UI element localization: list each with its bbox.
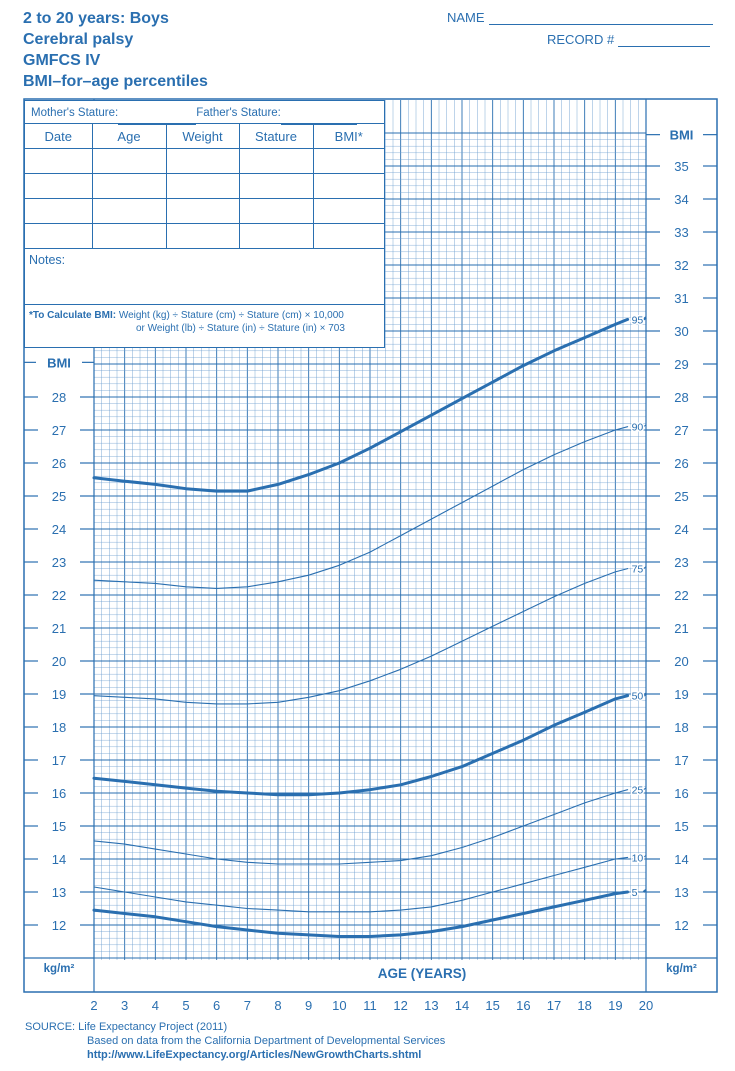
y-tick-label-right: 26: [674, 456, 689, 471]
fathers-stature-label: Father's Stature:: [196, 107, 281, 119]
table-cell[interactable]: [313, 149, 384, 174]
record-field[interactable]: [547, 32, 710, 47]
x-axis-title: AGE (YEARS): [377, 966, 467, 981]
y-tick-label-right: 15: [674, 819, 689, 834]
table-cell[interactable]: [92, 174, 166, 199]
x-tick-label: 10: [332, 998, 347, 1013]
table-cell[interactable]: [92, 199, 166, 224]
table-cell[interactable]: [313, 199, 384, 224]
y-tick-label-right: 17: [674, 753, 689, 768]
y-tick-label-left: 24: [51, 522, 67, 537]
y-tick-label-right: 18: [674, 720, 689, 735]
col-stature: Stature: [239, 124, 313, 149]
source-url[interactable]: http://www.LifeExpectancy.org/Articles/NewGrowthCharts.shtml: [87, 1049, 422, 1061]
col-age: Age: [92, 124, 166, 149]
table-cell[interactable]: [166, 199, 239, 224]
x-tick-label: 7: [243, 998, 251, 1013]
unit-label-left: kg/m²: [43, 963, 75, 975]
x-tick-label: 5: [182, 998, 190, 1013]
x-tick-label: 9: [305, 998, 313, 1013]
percentile-curve-75: [94, 569, 628, 704]
table-cell[interactable]: [166, 174, 239, 199]
table-cell[interactable]: [25, 149, 92, 174]
y-tick-label-left: 22: [51, 588, 67, 603]
notes-area[interactable]: [25, 249, 384, 305]
y-tick-label-left: 23: [51, 555, 67, 570]
x-tick-label: 17: [546, 998, 562, 1013]
bmi-formula: [25, 305, 384, 339]
col-date: Date: [25, 124, 92, 149]
x-tick-label: 8: [274, 998, 282, 1013]
table-cell[interactable]: [313, 174, 384, 199]
y-tick-label-right: 32: [674, 258, 689, 273]
percentile-label-25: 25: [631, 784, 644, 797]
table-cell[interactable]: [92, 149, 166, 174]
percentile-label-75: 75: [631, 563, 644, 576]
title-line-4: BMI–for–age percentiles: [23, 73, 208, 90]
y-tick-label-right: 31: [674, 291, 689, 306]
y-tick-label-right: 33: [674, 225, 689, 240]
y-tick-label-left: 20: [51, 654, 67, 669]
table-row[interactable]: [25, 224, 384, 249]
y-tick-label-right: 13: [674, 885, 689, 900]
table-cell[interactable]: [313, 224, 384, 249]
percentile-label-90: 90: [631, 421, 644, 434]
table-cell[interactable]: [239, 199, 313, 224]
table-cell[interactable]: [25, 174, 92, 199]
percentile-curve-25: [94, 790, 628, 864]
percentile-leader-95: [644, 317, 646, 319]
x-tick-label: 18: [577, 998, 592, 1013]
title-line-2: Cerebral palsy: [23, 31, 134, 48]
y-tick-label-left: 28: [51, 390, 67, 405]
y-tick-label-right: 24: [674, 522, 689, 537]
table-row[interactable]: [25, 174, 384, 199]
formula-heading: *To Calculate BMI:: [29, 310, 117, 321]
percentile-label-50: 50: [631, 690, 644, 703]
table-row[interactable]: [25, 199, 384, 224]
percentile-leader-5: [644, 890, 646, 892]
x-tick-label: 15: [485, 998, 500, 1013]
x-tick-label: 19: [608, 998, 623, 1013]
table-cell[interactable]: [239, 224, 313, 249]
y-tick-label-left: 16: [51, 786, 67, 801]
record-label: RECORD #: [547, 32, 615, 47]
y-tick-label-left: 21: [51, 621, 67, 636]
y-tick-label-right: 27: [674, 423, 689, 438]
y-tick-label-left: 27: [51, 423, 67, 438]
formula-imperial: or Weight (lb) ÷ Stature (in) ÷ Stature (in) × 703: [136, 323, 345, 334]
table-row[interactable]: [25, 149, 384, 174]
mothers-stature-label: Mother's Stature:: [31, 107, 119, 119]
table-header-row: [25, 124, 384, 149]
chart-title: [23, 8, 208, 92]
name-label: NAME: [447, 10, 485, 25]
record-panel: [24, 100, 385, 348]
source-line-2: Based on data from the California Department of Developmental Services: [87, 1035, 446, 1047]
percentile-curve-90: [94, 427, 628, 589]
notes-label: Notes:: [29, 253, 66, 267]
table-cell[interactable]: [239, 174, 313, 199]
percentile-label-5: 5: [631, 887, 638, 899]
y-tick-label-left: 26: [51, 456, 67, 471]
x-tick-label: 12: [393, 998, 408, 1013]
percentile-leader-50: [644, 694, 646, 696]
record-blank[interactable]: [618, 32, 710, 47]
y-tick-label-right: 23: [674, 555, 689, 570]
percentile-label-10: 10: [631, 852, 644, 865]
y-tick-label-right: 21: [674, 621, 689, 636]
x-tick-label: 3: [121, 998, 129, 1013]
y-axis-title-left: BMI: [47, 355, 71, 371]
x-tick-label: 20: [638, 998, 654, 1013]
y-tick-label-right: 35: [674, 159, 689, 174]
y-tick-label-left: 17: [51, 753, 67, 768]
y-tick-label-left: 12: [51, 918, 67, 933]
fathers-stature-blank[interactable]: [281, 110, 357, 125]
table-cell[interactable]: [92, 224, 166, 249]
y-tick-label-left: 14: [51, 852, 67, 867]
x-tick-label: 6: [213, 998, 221, 1013]
stature-row: [25, 101, 384, 124]
title-line-3: GMFCS IV: [23, 52, 101, 69]
table-cell[interactable]: [166, 224, 239, 249]
title-line-1: 2 to 20 years: Boys: [23, 10, 169, 27]
x-tick-label: 4: [151, 998, 159, 1013]
y-tick-label-right: 20: [674, 654, 689, 669]
table-cell[interactable]: [25, 224, 92, 249]
y-tick-label-left: 13: [51, 885, 67, 900]
y-tick-label-right: 30: [674, 324, 689, 339]
unit-label-right: kg/m²: [666, 963, 697, 975]
table-cell[interactable]: [166, 149, 239, 174]
percentile-label-95: 95: [631, 314, 644, 327]
y-tick-label-right: 12: [674, 918, 689, 933]
y-tick-label-left: 18: [51, 720, 67, 735]
source-line-1: SOURCE: Life Expectancy Project (2011): [25, 1021, 228, 1033]
y-axis-title-right: BMI: [669, 127, 694, 143]
table-cell[interactable]: [25, 199, 92, 224]
x-tick-label: 16: [516, 998, 531, 1013]
formula-metric: Weight (kg) ÷ Stature (cm) ÷ Stature (cm) × 10,000: [118, 310, 344, 321]
y-tick-label-right: 22: [674, 588, 689, 603]
y-tick-label-right: 16: [674, 786, 689, 801]
name-blank[interactable]: [489, 10, 713, 25]
name-field[interactable]: [447, 10, 713, 25]
x-tick-label: 11: [363, 998, 377, 1013]
x-tick-label: 2: [90, 998, 98, 1013]
measurement-table: [25, 124, 384, 249]
y-tick-label-right: 28: [674, 390, 689, 405]
y-tick-label-right: 29: [674, 357, 689, 372]
mothers-stature-blank[interactable]: [118, 110, 196, 125]
y-tick-label-left: 19: [51, 687, 67, 702]
y-tick-label-right: 25: [674, 489, 689, 504]
source-note: [25, 1020, 445, 1062]
x-tick-label: 14: [454, 998, 470, 1013]
y-tick-label-left: 25: [51, 489, 67, 504]
y-tick-label-right: 34: [674, 192, 689, 207]
table-cell[interactable]: [239, 149, 313, 174]
x-tick-label: 13: [424, 998, 439, 1013]
y-tick-label-right: 19: [674, 687, 689, 702]
col-weight: Weight: [166, 124, 239, 149]
col-bmi: BMI*: [313, 124, 384, 149]
y-tick-label-left: 15: [51, 819, 67, 834]
y-tick-label-right: 14: [674, 852, 689, 867]
